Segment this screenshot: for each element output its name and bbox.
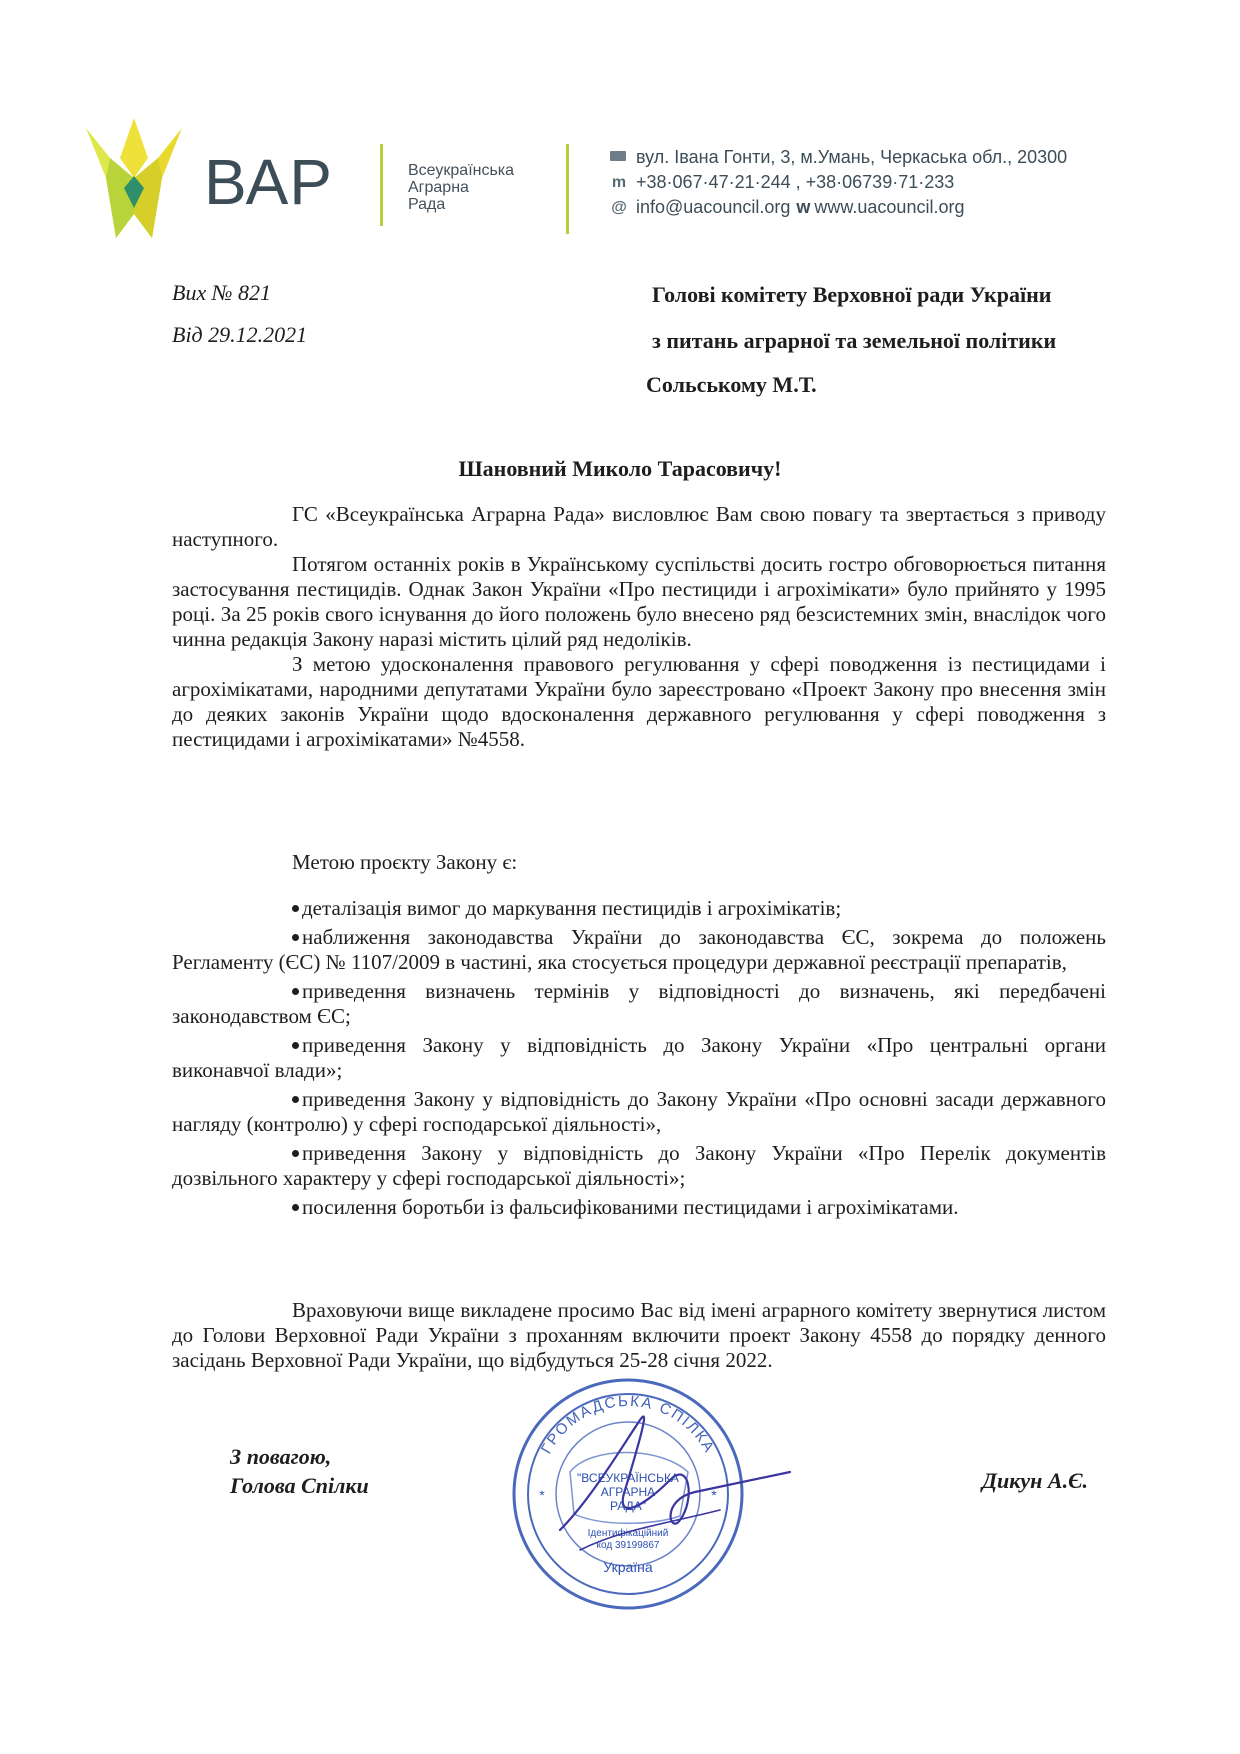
list-item-text: приведення Закону у відповідність до Закону України «Про центральні органи виконавчої влади»;	[172, 1033, 1106, 1082]
web-icon: w	[796, 197, 811, 217]
bullet-icon	[292, 934, 299, 941]
list-item	[172, 1033, 1106, 1083]
addressee-name: Сольському М.Т.	[646, 372, 817, 397]
mail-icon	[610, 151, 626, 161]
list-item-text: деталізація вимог до маркування пестицидів і агрохімікатів;	[302, 896, 842, 920]
bullet-icon	[292, 1042, 299, 1049]
logo-subtitle-line: Аграрна	[408, 179, 469, 196]
address-text: вул. Івана Гонти, 3, м.Умань, Черкаська обл., 20300	[636, 147, 1068, 167]
bullet-icon	[292, 1096, 299, 1103]
list-item	[172, 925, 1106, 975]
logo-divider	[380, 144, 383, 226]
request-block	[172, 1298, 1106, 1373]
web-link[interactable]: www.uacouncil.org	[814, 197, 965, 217]
stamp-id-code: код 39199867	[596, 1540, 660, 1551]
bullet-icon	[292, 988, 299, 995]
address-line	[610, 145, 1067, 170]
stamp-star-icon: *	[539, 1487, 545, 1503]
stamp-star-icon: *	[711, 1487, 717, 1503]
stamp-country: Україна	[603, 1559, 653, 1575]
closing-block	[230, 1442, 369, 1500]
stamp-outer-text: ГРОМАДСЬКА СПІЛКА	[537, 1392, 719, 1457]
at-icon: @	[611, 199, 627, 216]
contacts-block	[610, 145, 1067, 220]
stamp-name-line: РАДА"	[610, 1499, 646, 1513]
phone-icon: m	[611, 174, 627, 191]
bullet-icon	[292, 1150, 299, 1157]
addressee-line-1: Голові комітету Верховної ради України	[652, 282, 1052, 307]
list-item-text: посилення боротьби із фальсифікованими пестицидами і агрохімікатами.	[302, 1195, 959, 1219]
list-item	[172, 896, 1106, 921]
trident-logo-icon	[86, 118, 182, 242]
logo-subtitle-line: Рада	[408, 196, 446, 213]
email-link[interactable]: info@uacouncil.org	[636, 197, 791, 217]
email-web-line	[610, 195, 1067, 220]
bullet-icon	[292, 1204, 299, 1211]
list-item	[172, 1087, 1106, 1137]
list-item-text: приведення Закону у відповідність до Закону України «Про Перелік документів дозвільного характеру у сфері господарської діяльності»;	[172, 1141, 1106, 1190]
contacts-divider	[566, 144, 569, 234]
signer-name: Дикун А.Є.	[982, 1468, 1089, 1493]
paragraph: ГС «Всеукраїнська Аграрна Рада» висловлює Вам свою повагу та звертається з приводу наступного.	[172, 502, 1106, 551]
goals-list	[172, 896, 1106, 1224]
addressee-line-2: з питань аграрної та земельної політики	[652, 328, 1057, 353]
closing-title: Голова Спілки	[230, 1473, 369, 1498]
list-item	[172, 979, 1106, 1029]
request-paragraph: Враховуючи вище викладене просимо Вас від імені аграрного комітету звернутися листом до Голови Верховної Ради України з проханням включити проект Закону 4558 до порядку денного засідань Верховної Ради України, що відбудуться 25-28 січня 2022.	[172, 1298, 1106, 1372]
list-item-text: приведення Закону у відповідність до Закону України «Про основні засади державного нагляду (контролю) у сфері господарської діяльності»,	[172, 1087, 1106, 1136]
logo-subtitle	[408, 162, 514, 213]
goals-intro: Метою проєкту Закону є:	[292, 850, 518, 874]
list-item	[172, 1141, 1106, 1191]
outgoing-number: Вих № 821	[172, 280, 271, 305]
logo-wordmark: ВАР	[204, 146, 333, 218]
outgoing-date: Від 29.12.2021	[172, 322, 308, 347]
closing-regards: З повагою,	[230, 1444, 332, 1469]
stamp-name-line: АГРАРНА	[600, 1485, 656, 1499]
list-item-text: приведення визначень термінів у відповідності до визначень, які передбачені законодавством ЄС;	[172, 979, 1106, 1028]
stamp-id-label: Ідентифікаційний	[587, 1528, 669, 1539]
letter-body	[172, 502, 1106, 752]
phone-text: +38·067·47·21·244 , +38·06739·71·233	[636, 172, 955, 192]
handwritten-signature	[520, 1380, 800, 1590]
stamp-name-line: "ВСЕУКРАЇНСЬКА	[577, 1471, 679, 1485]
paragraph: З метою удосконалення правового регулювання у сфері поводження із пестицидами і агрохімікатами, народними депутатами України було зареєстровано «Проект Закону про внесення змін до деяких законів України щодо вдосконалення державного регулювання у сфері поводження з пестицидами і агрохімікатами» №4558.	[172, 652, 1106, 751]
list-item-text: наближення законодавства України до законодавства ЄС, зокрема до положень Регламенту (ЄС) № 1107/2009 в частині, яка стосується процедури державної реєстрації препаратів,	[172, 925, 1106, 974]
logo-subtitle-line: Всеукраїнська	[408, 162, 515, 179]
paragraph: Потягом останніх років в Українському суспільстві досить гостро обговорюється питання застосування пестицидів. Однак Закон України «Про пестициди і агрохімікати» було прийнято у 1995 році. За 25 років свого існування до його положень було внесено ряд безсистемних змін, внаслідок чого чинна редакція Закону наразі містить цілий ряд недоліків.	[172, 552, 1106, 651]
salutation: Шановний Миколо Тарасовичу!	[458, 456, 782, 481]
bullet-icon	[292, 905, 299, 912]
list-item	[172, 1195, 1106, 1220]
phone-line	[610, 170, 1067, 195]
